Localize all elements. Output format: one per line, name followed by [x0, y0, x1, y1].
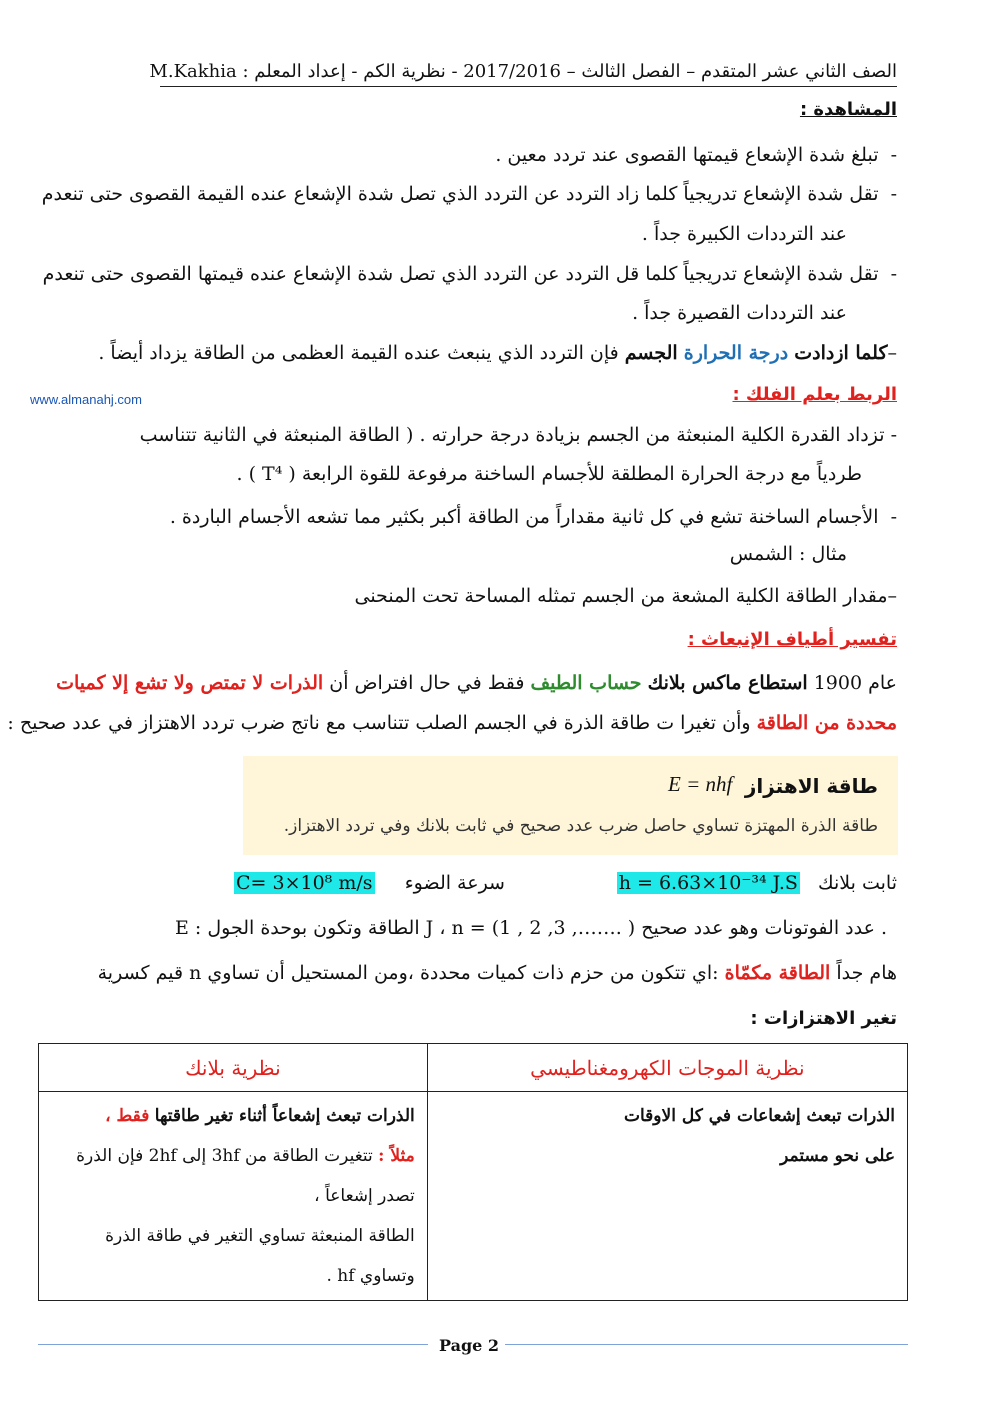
planck-label: ثابت بلانك: [818, 872, 897, 894]
observation-title: المشاهدة :: [799, 99, 897, 120]
astro-line-1: - تزداد القدرة الكلية المنبعثة من الجسم بزيادة درجة حرارته . ( الطاقة المنبعثة في الثانية تتناسب: [139, 424, 897, 446]
temp-bold: الجسم: [624, 342, 678, 364]
formula-equation: E = nhf: [668, 772, 733, 796]
quantized-line: [98, 960, 897, 986]
planck-value: h = 6.63×10⁻³⁴ J.S: [618, 872, 798, 894]
planck-able: استطاع ماكس بلانك: [647, 672, 808, 694]
planck-header: نظرية بلانك: [185, 1055, 281, 1080]
temperature-note: –كلما ازدادت درجة الحرارة الجسم فإن التردد الذي ينبعث عنده القيمة العظمى من الطاقة يزداد أيضاً .: [98, 342, 897, 364]
page-header: [149, 61, 897, 82]
astro-example: مثال : الشمس: [729, 543, 847, 565]
planck-header-cell: [39, 1044, 428, 1092]
planck-constant: [617, 872, 897, 894]
spectrum-calc: حساب الطيف: [530, 672, 642, 694]
atoms-statement: الذرات لا تمتص ولا تشع إلا كميات: [56, 672, 324, 694]
observation-bullet-1: - تبلغ شدة الإشعاع قيمتها القصوى عند تردد معين .: [495, 144, 897, 166]
formula-label: طاقة الاهتزاز: [744, 774, 878, 798]
astro-text: مقدار الطاقة الكلية المشعة من الجسم تمثله المساحة تحت المنحنى: [354, 585, 888, 607]
planck-example: مثلاً :: [378, 1146, 415, 1166]
temp-blue: درجة الحرارة: [683, 342, 789, 364]
spectra-para-2: [7, 710, 897, 736]
planck-row-3: الطاقة المنبعثة تساوي التغير في طاقة الذرة وتساوي hf .: [105, 1226, 415, 1286]
astro-title: الربط بعلم الفلك :: [732, 384, 897, 405]
bullet-text: تقل شدة الإشعاع تدريجياً كلما قل التردد عن التردد الذي تصل شدة الإشعاع عنده قيمتها القصوى حتى تنعدم: [42, 263, 879, 285]
page-number: Page 2: [439, 1336, 500, 1355]
comparison-table: [38, 1043, 908, 1301]
bullet-text: تبلغ شدة الإشعاع قيمتها القصوى عند تردد معين .: [495, 144, 879, 166]
quantized-term: الطاقة مكمّاة: [724, 962, 831, 984]
em-row-2: على نحو مستمر: [780, 1146, 895, 1166]
planck-only: فقط ،: [105, 1106, 150, 1126]
observation-bullet-3-cont: عند الترددات القصيرة جداً .: [632, 302, 847, 324]
em-row-1: الذرات تبعث إشعاعات في كل الاوقات: [624, 1106, 895, 1126]
important-text: هام جداً: [836, 962, 897, 984]
observation-bullet-2: - تقل شدة الإشعاع تدريجياً كلما زاد التردد عن التردد الذي تصل شدة الإشعاع عنده القيمة القصوى حتى تنعدم: [41, 183, 897, 205]
light-speed: [234, 872, 505, 894]
footer-rule-right: [505, 1344, 908, 1345]
energy-units-line: E : الطاقة وتكون بوحدة الجول J ، n = (1 , 2 ,3 ,……. ) عدد الفوتونات وهو عدد صحيح .: [174, 917, 887, 939]
astro-text: الأجسام الساخنة تشع في كل ثانية مقداراً من الطاقة أكبر بكثير مما تشعه الأجسام الباردة .: [169, 506, 879, 528]
vibration-text: وأن تغيرا ت طاقة الذرة في الجسم الصلب تتناسب مع ناتج ضرب تردد الاهتزاز في عدد صحيح :: [7, 712, 751, 734]
header-text: الصف الثاني عشر المتقدم – الفصل الثالث – 2017/2016 - نظرية الكم - إعداد المعلم : M.Kakhia: [149, 61, 897, 82]
temp-prefix: كلما ازدادت: [794, 342, 888, 364]
assumption-text: فقط في حال افتراض أن: [329, 672, 525, 694]
vibrations-title: تغير الاهتزازات :: [750, 1008, 897, 1029]
formula-box: [243, 756, 898, 855]
em-body-cell: [427, 1092, 907, 1301]
observation-bullet-2-cont: عند الترددات الكبيرة جداً .: [641, 223, 847, 245]
observation-bullet-3: - تقل شدة الإشعاع تدريجياً كلما قل التردد عن التردد الذي تصل شدة الإشعاع عنده قيمتها القصوى حتى تنعدم: [42, 263, 897, 285]
spectra-title: تفسير أطياف الإنبعاث :: [687, 629, 897, 650]
planck-text-1: الذرات تبعث إشعاعاً أثناء تغير طاقتها: [154, 1106, 415, 1126]
astro-line-5: –مقدار الطاقة الكلية المشعة من الجسم تمثله المساحة تحت المنحنى: [354, 585, 897, 607]
planck-row-2: [51, 1136, 415, 1216]
formula-description: طاقة الذرة المهتزة تساوي حاصل ضرب عدد صحيح في ثابت بلانك وفي تردد الاهتزاز.: [283, 816, 878, 836]
light-value: C= 3×10⁸ m/s: [236, 872, 373, 894]
planck-body-cell: [39, 1092, 428, 1301]
astro-line-3: - الأجسام الساخنة تشع في كل ثانية مقداراً من الطاقة أكبر بكثير مما تشعه الأجسام الباردة .: [169, 506, 897, 528]
em-header: نظرية الموجات الكهرومغناطيسي: [530, 1055, 805, 1080]
temp-rest: فإن التردد الذي ينبعث عنده القيمة العظمى من الطاقة يزداد أيضاً .: [98, 342, 619, 364]
spectra-para-1: [56, 670, 897, 696]
astro-line-2: طردياً مع درجة الحرارة المطلقة للأجسام الساخنة مرفوعة للقوة الرابعة ( T⁴ ) .: [236, 463, 862, 485]
header-rule: [160, 86, 897, 87]
bullet-text: تقل شدة الإشعاع تدريجياً كلما زاد التردد عن التردد الذي تصل شدة الإشعاع عنده القيمة القصوى حتى تنعدم: [41, 183, 879, 205]
planck-row-1: [51, 1096, 415, 1136]
year-text: عام 1900: [813, 672, 897, 694]
light-label: سرعة الضوء: [404, 872, 505, 894]
planck-text-2: تتغيرت الطاقة من 3hf إلى 2hf فإن الذرة تصدر إشعاعاً ،: [76, 1146, 415, 1206]
em-header-cell: [427, 1044, 907, 1092]
limited-energy: محددة من الطاقة: [756, 712, 897, 734]
footer-rule-left: [38, 1344, 428, 1345]
quantized-text: :اي تتكون من حزم ذات كميات محددة ،ومن المستحيل أن تساوي n قيم كسرية: [97, 962, 719, 984]
watermark-link[interactable]: www.almanahj.com: [30, 392, 142, 407]
